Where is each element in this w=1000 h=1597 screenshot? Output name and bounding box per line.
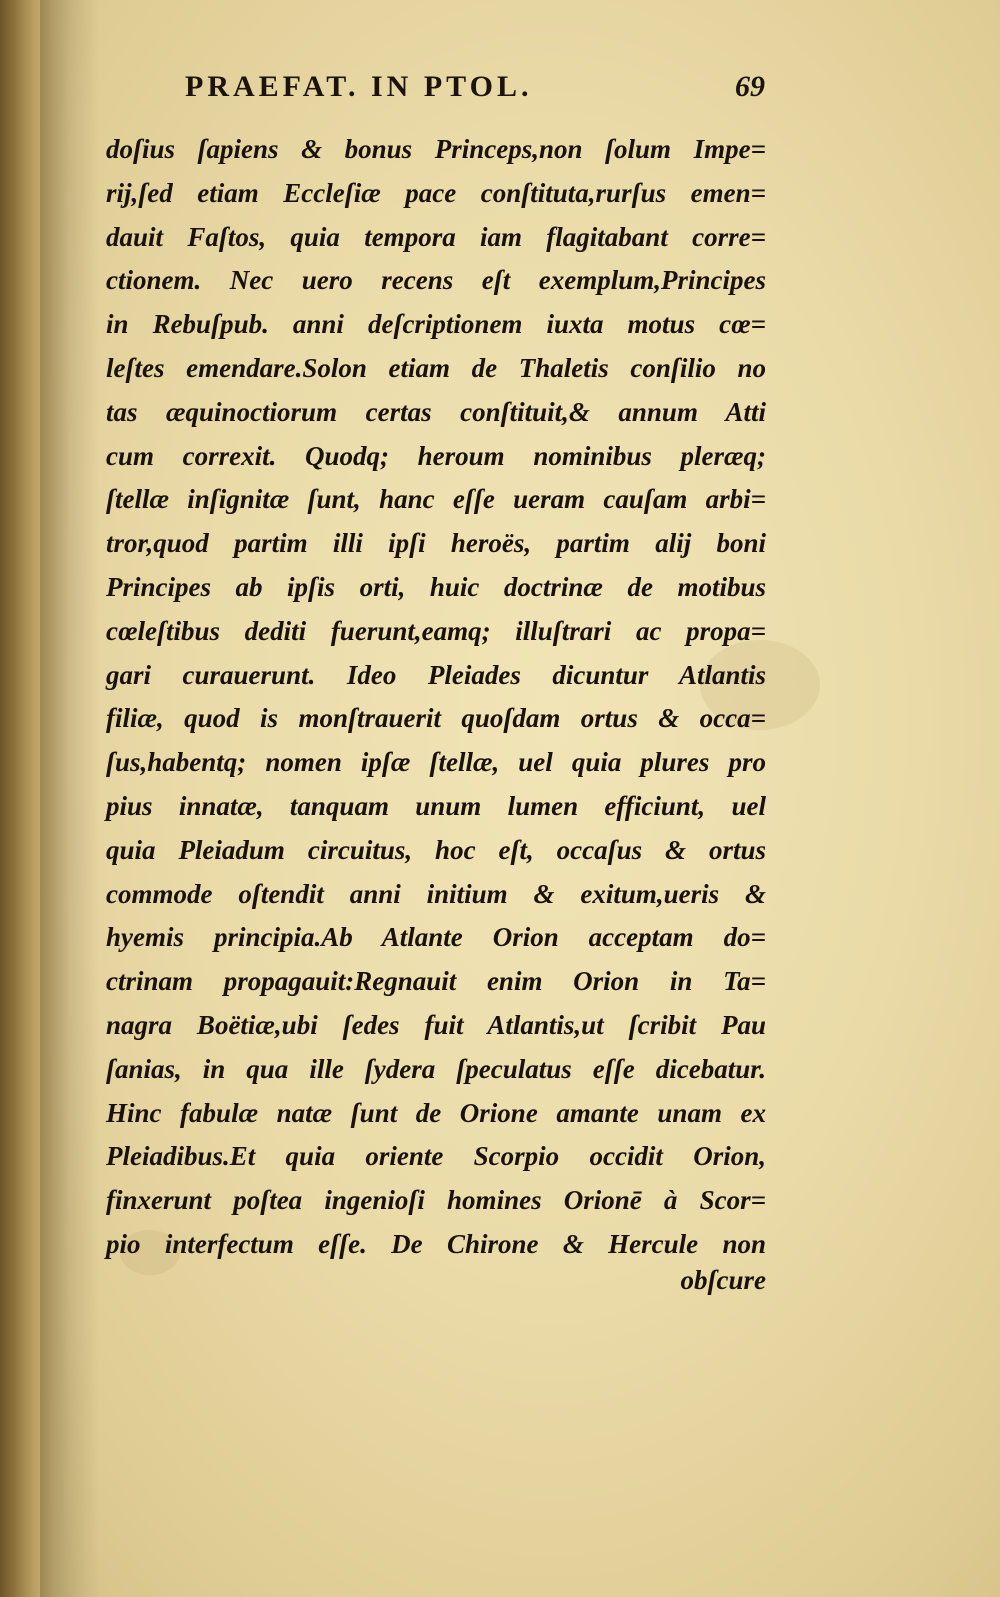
text-line: nagra Boëtiæ,ubi ſedes fuit Atlantis,ut ſcribit Pau [106,1009,766,1040]
text-line: Principes ab ipſis orti, huic doctrinæ de motibus [106,571,766,602]
text-line: ſtellæ inſignitæ ſunt, hanc eſſe ueram cauſam arbi= [106,484,766,515]
running-title: PRAEFAT. IN PTOL. [185,70,533,103]
gutter-shadow [40,0,100,1597]
page-number: 69 [735,70,765,103]
text-line: ſus,habentq; nomen ipſæ ſtellæ, uel quia plures pro [106,747,766,778]
text-line: commode oſtendit anni initium & exitum,ueris & [106,878,766,909]
text-line: Hinc fabulæ natæ ſunt de Orione amante unam ex [106,1097,766,1128]
text-line: dauit Faſtos, quia tempora iam flagitabant corre= [106,221,766,252]
text-line: filiæ, quod is monſtrauerit quoſdam ortus & occa= [106,703,766,734]
text-line: tas æquinoctiorum certas conſtituit,& annum Atti [106,396,766,427]
running-head [185,70,765,114]
text-line: in Rebuſpub. anni deſcriptionem iuxta motus cœ= [106,309,766,340]
text-line: rij,ſed etiam Eccleſiæ pace conſtituta,rurſus emen= [106,177,766,208]
text-line: finxerunt poſtea ingenioſi homines Orionē à Scor= [106,1185,766,1216]
text-line: pio interfectum eſſe. De Chirone & Hercule non [106,1228,766,1259]
text-line: tror,quod partim illi ipſi heroës, partim alij boni [106,528,766,559]
text-line: gari curauerunt. Ideo Pleiades dicuntur Atlantis [106,659,766,690]
text-line: hyemis principia.Ab Atlante Orion acceptam do= [106,922,766,953]
text-line: ctionem. Nec uero recens eſt exemplum,Principes [106,265,766,296]
text-line: cœleſtibus dediti fuerunt,eamq; illuſtrari ac propa= [106,615,766,646]
text-line: doſius ſapiens & bonus Princeps,non ſolum Impe= [106,134,766,164]
catchword: obſcure [680,1265,766,1295]
body-text [106,128,766,1267]
text-line: cum correxit. Quodq; heroum nominibus pleræq; [106,440,766,471]
text-line: leſtes emendare.Solon etiam de Thaletis conſilio no [106,352,766,383]
text-line: ſanias, in qua ille ſydera ſpeculatus eſſe dicebatur. [106,1053,766,1084]
text-line: ctrinam propagauit:Regnauit enim Orion in Ta= [106,966,766,997]
text-line: pius innatæ, tanquam unum lumen efficiunt, uel [106,790,766,821]
text-line: Pleiadibus.Et quia oriente Scorpio occidit Orion, [106,1141,766,1172]
text-line: quia Pleiadum circuitus, hoc eſt, occaſus & ortus [106,834,766,865]
